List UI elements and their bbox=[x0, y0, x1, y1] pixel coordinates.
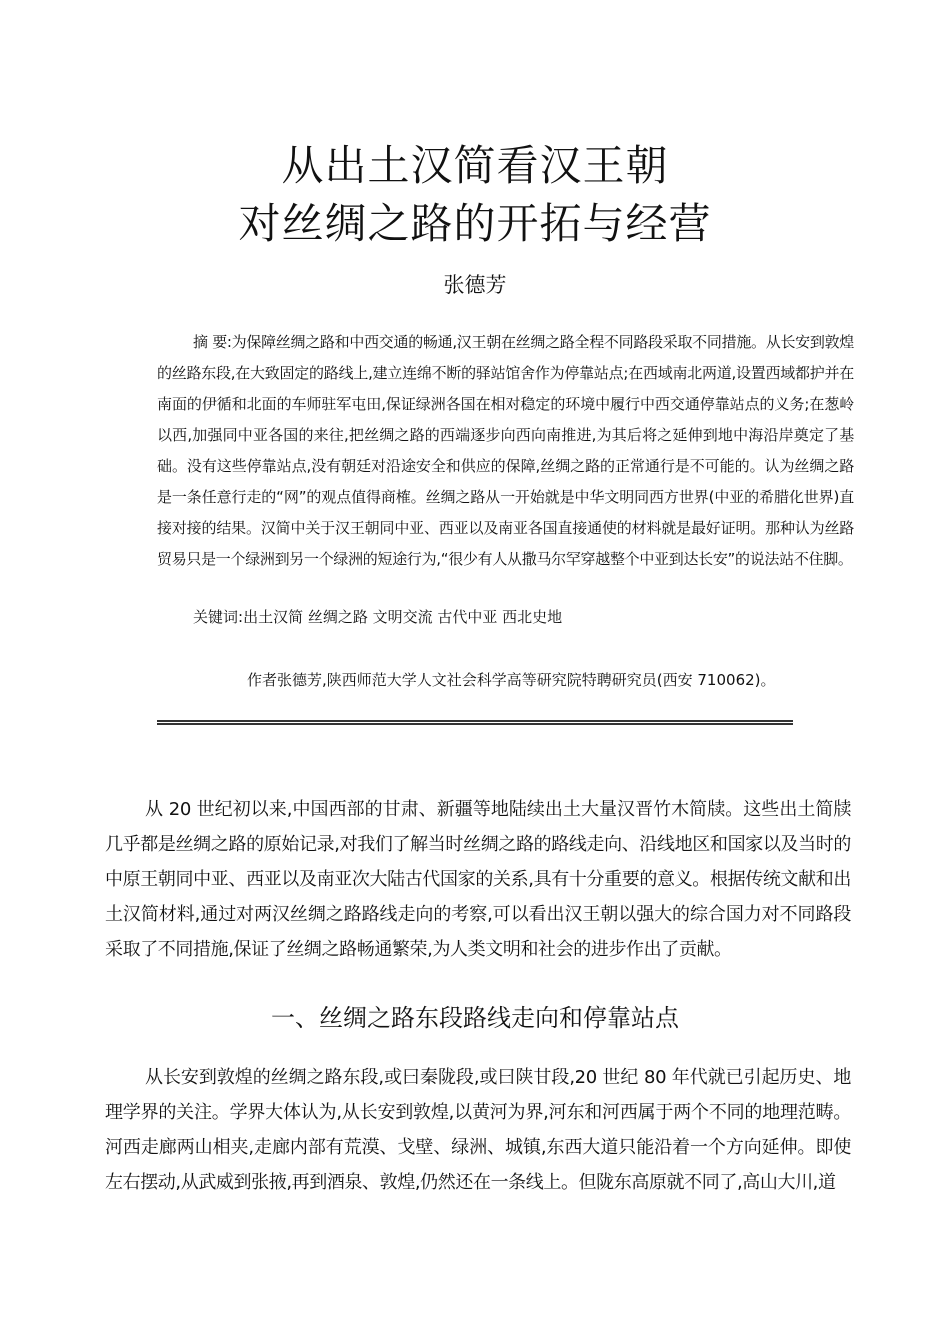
double-divider bbox=[157, 720, 793, 725]
keywords bbox=[193, 602, 562, 632]
author-footnote: 作者张德芳,陕西师范大学人文社会科学高等研究院特聘研究员(西安 710062)。 bbox=[247, 671, 776, 689]
keywords-text: 出土汉简 丝绸之路 文明交流 古代中亚 西北史地 bbox=[243, 608, 563, 626]
title-line-1: 从出土汉简看汉王朝 bbox=[281, 141, 669, 190]
section-heading-1: 一、丝绸之路东段路线走向和停靠站点 bbox=[271, 1004, 679, 1032]
author-name: 张德芳 bbox=[443, 273, 507, 297]
title-line-2: 对丝绸之路的开拓与经营 bbox=[238, 199, 712, 248]
body-paragraph-1: 从 20 世纪初以来,中国西部的甘肃、新疆等地陆续出土大量汉晋竹木简牍。这些出土简牍几乎都是丝绸之路的原始记录,对我们了解当时丝绸之路的路线走向、沿线地区和国家以及当时的中原王朝同中亚、西亚以及南亚次大陆古代国家的关系,具有十分重要的意义。根据传统文献和出土汉简材料,通过对两汉丝绸之路路线走向的考察,可以看出汉王朝以强大的综合国力对不同路段采取了不同措施,保证了丝绸之路畅通繁荣,为人类文明和社会的进步作出了贡献。 bbox=[105, 799, 851, 960]
body-paragraph-2: 从长安到敦煌的丝绸之路东段,或曰秦陇段,或曰陕甘段,20 世纪 80 年代就已引起历史、地理学界的关注。学界大体认为,从长安到敦煌,以黄河为界,河东和河西属于两个不同的地理范畴。河西走廊两山相夹,走廊内部有荒漠、戈壁、绿洲、城镇,东西大道只能沿着一个方向延伸。即使左右摆动,从武威到张掖,再到酒泉、敦煌,仍然还在一条线上。但陇东高原就不同了,高山大川,道 bbox=[105, 1067, 851, 1193]
abstract-text: 为保障丝绸之路和中西交通的畅通,汉王朝在丝绸之路全程不同路段采取不同措施。从长安到敦煌的丝路东段,在大致固定的路线上,建立连绵不断的驿站馆舍作为停靠站点;在西域南北两道,设置西域都护并在南面的伊循和北面的车师驻军屯田,保证绿洲各国在相对稳定的环境中履行中西交通停靠站点的义务;在葱岭以西,加强同中亚各国的来往,把丝绸之路的西端逐步向西向南推进,为其后将之延伸到地中海沿岸奠定了基础。没有这些停靠站点,没有朝廷对沿途安全和供应的保障,丝绸之路的正常通行是不可能的。认为丝绸之路是一条任意行走的“网”的观点值得商榷。丝绸之路从一开始就是中华文明同西方世界(中亚的希腊化世界)直接对接的结果。汉简中关于汉王朝同中亚、西亚以及南亚各国直接通使的材料就是最好证明。那种认为丝路贸易只是一个绿洲到另一个绿洲的短途行为,“很少有人从撒马尔罕穿越整个中亚到达长安”的说法站不住脚。 bbox=[157, 333, 854, 568]
keywords-label: 关键词: bbox=[193, 608, 244, 626]
abstract-label: 摘 要: bbox=[193, 333, 232, 351]
abstract bbox=[157, 327, 854, 575]
